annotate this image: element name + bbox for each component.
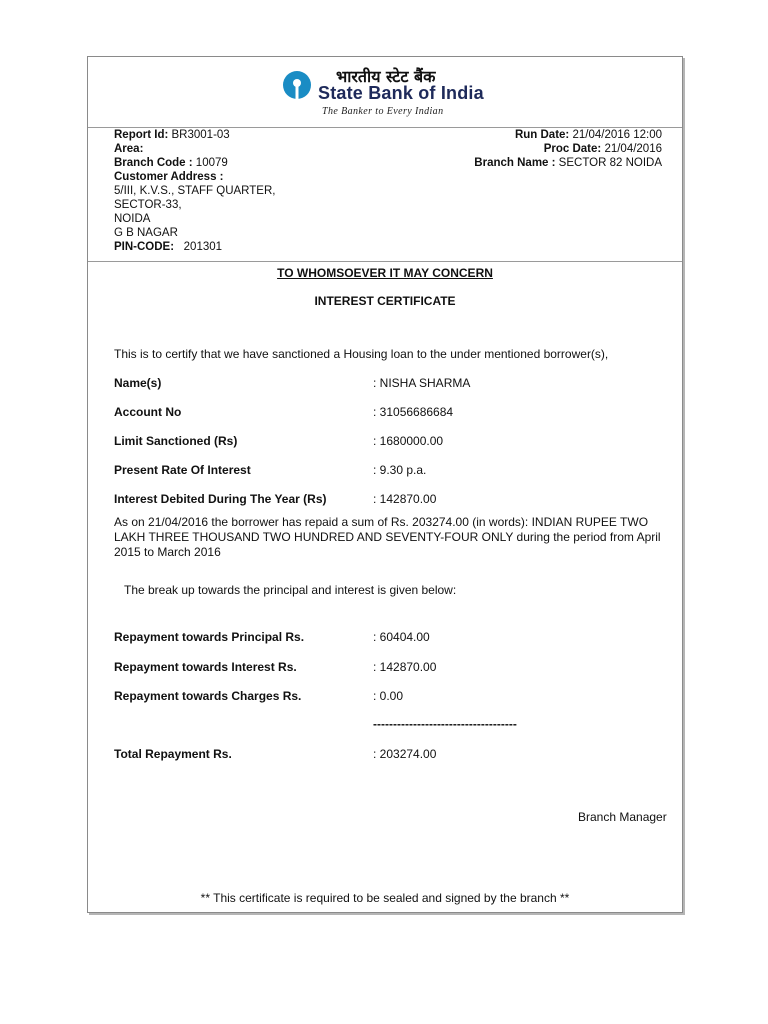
footer-note: ** This certificate is required to be sealed and signed by the branch ** [200, 891, 570, 905]
run-date-line [474, 128, 662, 142]
report-id-line [114, 128, 275, 142]
bank-name: State Bank of India [318, 83, 484, 103]
breakup-intro: The break up towards the principal and interest is given below: [124, 583, 457, 597]
charges-label: Repayment towards Charges Rs. [114, 689, 302, 703]
header-divider [88, 261, 682, 262]
area-label: Area: [114, 143, 144, 155]
address-line-2: SECTOR-33, [114, 199, 182, 211]
to-whom-heading: TO WHOMSOEVER IT MAY CONCERN [277, 266, 493, 280]
address-line-3: NOIDA [114, 213, 151, 225]
certificate-document [87, 56, 683, 913]
branch-code-line [114, 156, 275, 170]
pin-code-line [114, 240, 275, 254]
interest-debited-value: : 142870.00 [373, 492, 437, 506]
branch-name-value: SECTOR 82 NOIDA [558, 157, 662, 169]
report-id-label: Report Id: [114, 129, 169, 141]
report-id-value: BR3001-03 [171, 129, 230, 141]
branch-manager-signatory: Branch Manager [578, 810, 667, 824]
sbi-logo-icon [282, 70, 312, 100]
customer-address-label: Customer Address : [114, 171, 224, 183]
interest-value: : 142870.00 [373, 660, 437, 674]
rate-of-interest-label: Present Rate Of Interest [114, 463, 251, 477]
bank-tagline: The Banker to Every Indian [322, 106, 444, 117]
interest-label: Repayment towards Interest Rs. [114, 660, 297, 674]
principal-label: Repayment towards Principal Rs. [114, 630, 305, 644]
limit-sanctioned-label: Limit Sanctioned (Rs) [114, 434, 238, 448]
branch-code-value: 10079 [195, 157, 228, 169]
pin-code-label: PIN-CODE: [114, 241, 175, 253]
interest-debited-label: Interest Debited During The Year (Rs) [114, 492, 327, 506]
branch-name-line [474, 156, 662, 170]
run-date-label: Run Date: [514, 129, 570, 141]
total-repayment-value: : 203274.00 [373, 747, 437, 761]
intro-text: This is to certify that we have sanctioned a Housing loan to the under mentioned borrower(s), [114, 347, 609, 361]
account-no-label: Account No [114, 405, 182, 419]
address-line-4: G B NAGAR [114, 227, 178, 239]
proc-date-label: Proc Date: [543, 143, 602, 155]
area-line [114, 142, 275, 156]
pin-code-value: 201301 [183, 241, 223, 253]
report-header-right [474, 128, 662, 170]
bank-name-hindi: भारतीय स्टेट बैंक [336, 67, 436, 86]
total-repayment-label: Total Repayment Rs. [114, 747, 232, 761]
run-date-value: 21/04/2016 12:00 [572, 129, 662, 141]
total-divider: ------------------------------------ [373, 717, 517, 731]
report-header-left [114, 128, 275, 254]
certificate-title: INTEREST CERTIFICATE [314, 294, 456, 308]
rate-of-interest-value: : 9.30 p.a. [373, 463, 427, 477]
proc-date-value: 21/04/2016 [604, 143, 662, 155]
charges-value: : 0.00 [373, 689, 404, 703]
proc-date-line [474, 142, 662, 156]
bank-logo-header [88, 57, 682, 128]
repaid-statement: As on 21/04/2016 the borrower has repaid a sum of Rs. 203274.00 (in words): INDIAN RUPEE TWO LAKH THREE THOUSAND TWO HUNDRED AND SEVENTY-FOUR ONLY during the period from April 2015 to March 2016 [114, 515, 661, 559]
customer-address-line [114, 170, 275, 184]
name-value: : NISHA SHARMA [373, 376, 471, 390]
branch-code-label: Branch Code : [114, 157, 193, 169]
principal-value: : 60404.00 [373, 630, 430, 644]
name-label: Name(s) [114, 376, 162, 390]
address-line-1: 5/III, K.V.S., STAFF QUARTER, [114, 185, 276, 197]
branch-name-label: Branch Name : [474, 157, 556, 169]
account-no-value: : 31056686684 [373, 405, 454, 419]
limit-sanctioned-value: : 1680000.00 [373, 434, 444, 448]
